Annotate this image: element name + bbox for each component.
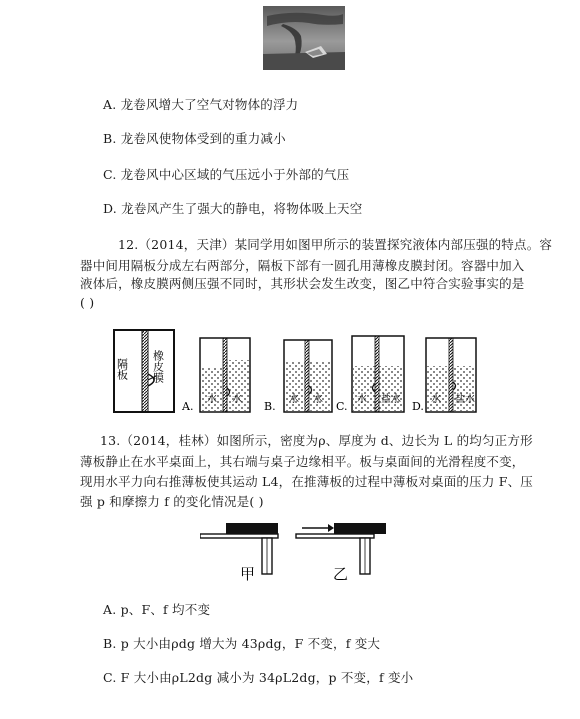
q11-option-b: B. 龙卷风使物体受到的重力减小 xyxy=(103,131,286,146)
q12-text-line-4: ( ) xyxy=(80,295,95,310)
beaker-b xyxy=(284,340,332,412)
q13-text-line-4: 强 p 和摩擦力 f 的变化情况是( ) xyxy=(80,494,264,509)
label-partition: 隔板 xyxy=(115,358,129,380)
tornado-photo xyxy=(263,6,345,70)
beaker-c-left-liquid: 水 xyxy=(357,394,367,405)
beaker-d-right-liquid: 盐水 xyxy=(455,394,475,405)
beaker-a-left-liquid: 水 xyxy=(207,394,217,405)
q11-option-a: A. 龙卷风增大了空气对物体的浮力 xyxy=(103,97,299,112)
q13-option-c: C. F 大小由ρL2dg 减小为 34ρL2dg，p 不变，f 变小 xyxy=(103,670,414,685)
plate-yi xyxy=(334,523,386,534)
q12-text-line-2: 器中间用隔板分成左右两部分，隔板下部有一圆孔用薄橡皮膜封闭。容器中加入 xyxy=(80,258,525,273)
beaker-c xyxy=(352,336,404,412)
q12-text-line-3: 液体后，橡皮膜两侧压强不同时，其形状会发生改变，图乙中符合实验事实的是 xyxy=(80,276,525,291)
label-yi: 乙 xyxy=(333,565,349,583)
choice-d-label: D. xyxy=(412,400,424,413)
beaker-a xyxy=(200,338,250,412)
beaker-d xyxy=(426,338,476,412)
table-jia xyxy=(200,534,278,574)
plate-jia xyxy=(226,523,278,534)
label-membrane: 橡皮膜 xyxy=(151,350,165,383)
beaker-d-left-liquid: 水 xyxy=(431,394,441,405)
q11-option-c: C. 龙卷风中心区域的气压远小于外部的气压 xyxy=(103,167,350,182)
q13-text-line-1: 13.（2014，桂林）如图所示，密度为ρ、厚度为 d、边长为 L 的均匀正方形 xyxy=(100,433,533,448)
label-jia: 甲 xyxy=(240,565,256,583)
push-arrow xyxy=(302,524,334,532)
q11-option-d: D. 龙卷风产生了强大的静电，将物体吸上天空 xyxy=(103,201,363,216)
q13-text-line-2: 薄板静止在水平桌面上，其右端与桌子边缘相平。板与桌面间的光滑程度不变， xyxy=(80,454,525,469)
q13-text-line-3: 现用水平力向右推薄板使其运动 L4，在推薄板的过程中薄板对桌面的压力 F、压 xyxy=(80,474,533,489)
choice-a-label: A. xyxy=(182,400,194,413)
beaker-a-right-liquid: 水 xyxy=(232,394,242,405)
beaker-b-right-liquid: 水 xyxy=(313,394,323,405)
choice-c-label: C. xyxy=(336,400,348,413)
q13-option-a: A. p、F、f 均不变 xyxy=(103,602,211,617)
q12-figure xyxy=(108,322,480,422)
q12-text-line-1: 12.（2014，天津）某同学用如图甲所示的装置探究液体内部压强的特点。容 xyxy=(118,237,553,252)
beaker-b-left-liquid: 水 xyxy=(289,394,299,405)
q13-option-b: B. p 大小由ρdg 增大为 43ρdg，F 不变，f 变大 xyxy=(103,636,381,651)
beaker-c-right-liquid: 盐水 xyxy=(381,394,401,405)
choice-b-label: B. xyxy=(264,400,276,413)
q13-figure xyxy=(200,514,420,586)
